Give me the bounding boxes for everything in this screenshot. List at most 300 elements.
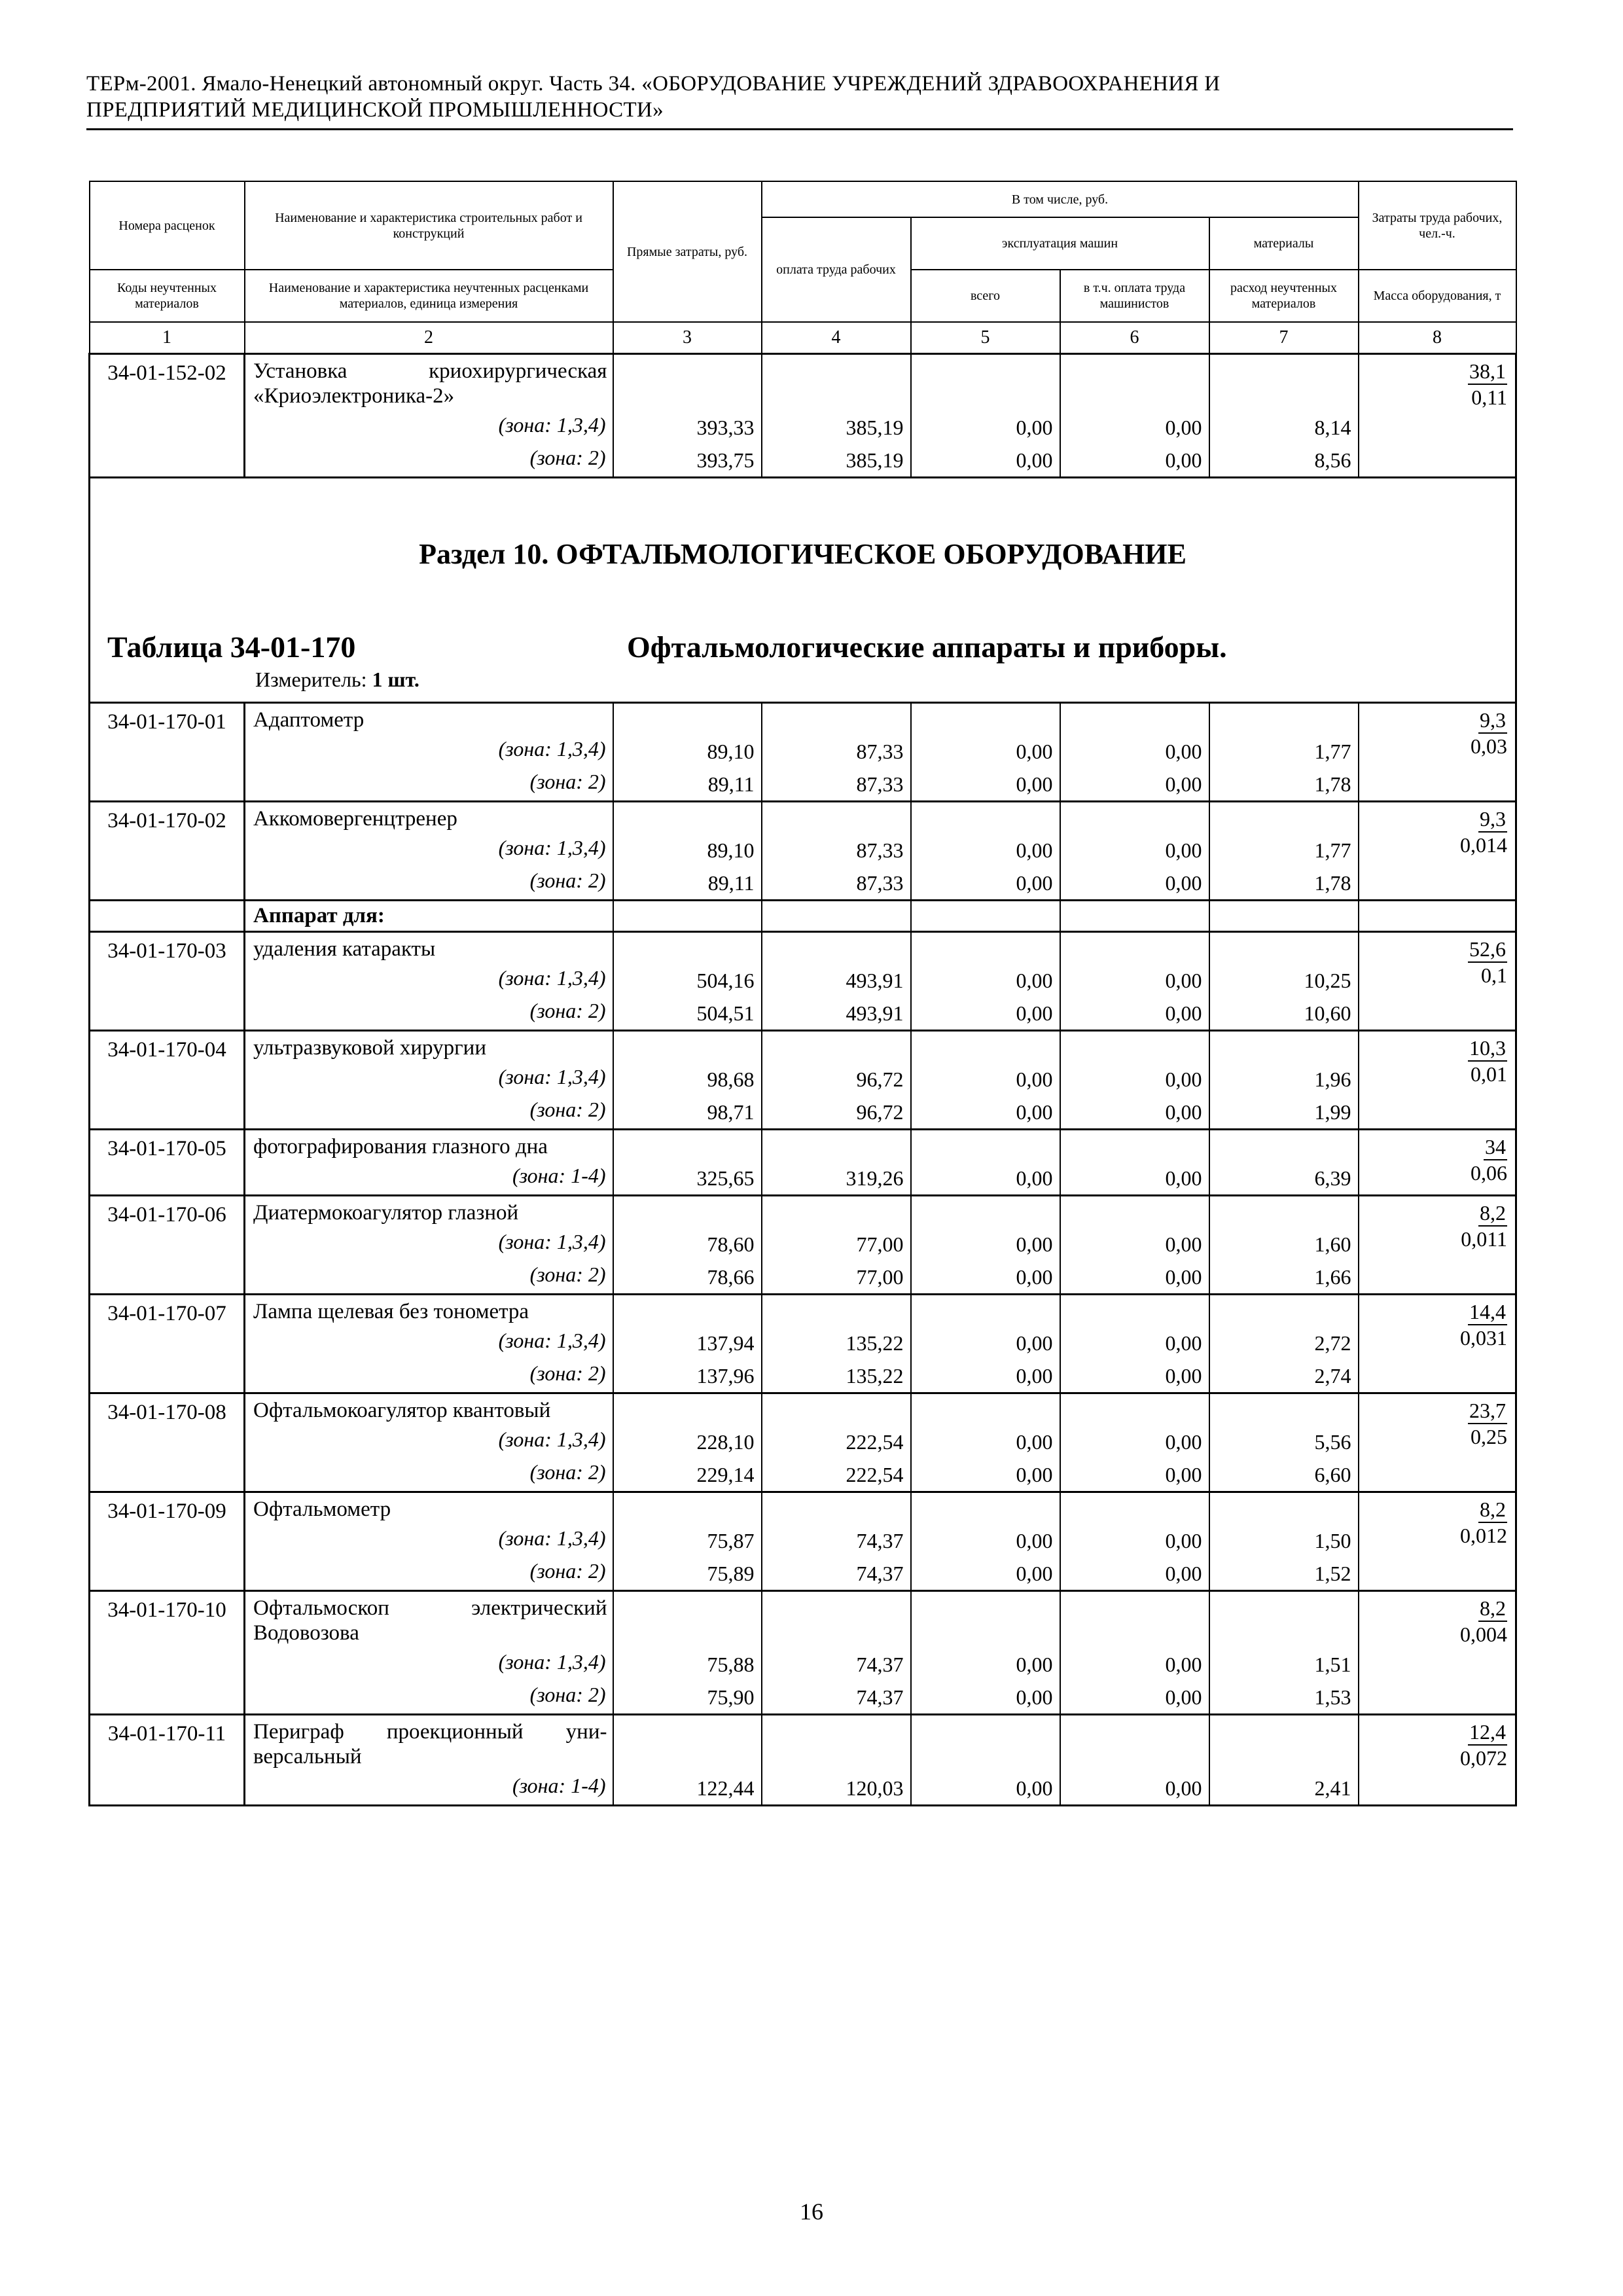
direct-cost-cell [613,703,762,802]
spacer [912,1031,1060,1063]
zone-list [245,961,613,1027]
spacer [1061,1394,1209,1426]
worker-wages: 96,72 [856,1100,904,1124]
spacer [912,1592,1060,1648]
spacer [1061,1592,1209,1648]
spacer [912,704,1060,735]
col4-header: оплата труда рабочих [762,217,911,322]
labor-mass-fraction [1359,1130,1516,1196]
rate-code: 34-01-170-01 [90,703,245,802]
labor-hours: 14,4 [1468,1299,1507,1325]
labor-mass-fraction [1359,932,1516,1031]
zone-label: (зона: 1,3,4) [498,413,606,437]
direct-cost: 325,65 [696,1166,755,1190]
zone-label: (зона: 2) [529,869,606,892]
worker-wages: 385,19 [846,448,904,472]
direct-cost: 393,33 [696,416,755,439]
direct-cost-cell [613,1196,762,1295]
machinist-wages: 0,00 [1165,772,1202,796]
spacer [1061,1031,1209,1063]
direct-cost: 89,11 [707,871,755,895]
rate-code: 34-01-170-09 [90,1492,245,1591]
spacer [614,1592,761,1648]
spacer [1210,704,1358,735]
worker-wages: 319,26 [846,1166,904,1190]
group-empty [1209,901,1359,932]
machinist-wages: 0,00 [1165,838,1202,862]
page-header [86,71,1513,130]
materials-cost: 1,51 [1314,1653,1351,1676]
direct-cost: 229,14 [696,1463,755,1486]
machine-cost-cell [911,802,1060,901]
spacer [1210,933,1358,964]
materials-cost: 2,41 [1314,1776,1351,1800]
machinist-wages: 0,00 [1165,448,1202,472]
spacer [614,1130,761,1162]
direct-cost-cell [613,1130,762,1196]
rate-name-cell [245,1492,613,1591]
labor-mass-fraction [1359,703,1516,802]
equipment-mass: 0,11 [1471,386,1507,409]
machine-cost: 0,00 [1016,1001,1053,1025]
direct-cost: 75,89 [707,1562,755,1585]
direct-cost: 137,94 [696,1331,755,1355]
col5-header: всего [911,270,1060,322]
machinist-wages: 0,00 [1165,1685,1202,1709]
rate-name: ультразвуковой хирургии [253,1036,486,1060]
machinist-wages: 0,00 [1165,416,1202,439]
col8-top-header: Затраты труда рабочих, чел.-ч. [1359,181,1516,270]
zone-label: (зона: 2) [529,1559,606,1583]
materials-cost: 1,78 [1314,871,1351,895]
machinist-wages: 0,00 [1165,969,1202,992]
worker-wages: 222,54 [846,1463,904,1486]
direct-cost-cell [613,1031,762,1130]
materials-cost: 1,77 [1314,740,1351,763]
zone-label: (зона: 1,3,4) [498,1065,606,1088]
machinist-wages: 0,00 [1165,1430,1202,1454]
zone-label: (зона: 1,3,4) [498,1427,606,1451]
machine-cost: 0,00 [1016,969,1053,992]
materials-cost: 1,77 [1314,838,1351,862]
spacer [912,1196,1060,1228]
direct-cost-cell [613,932,762,1031]
zone-label: (зона: 1,3,4) [498,1230,606,1253]
worker-wages: 77,00 [856,1265,904,1289]
machine-cost: 0,00 [1016,772,1053,796]
zone-list [245,1645,613,1711]
materials-cost-cell [1209,703,1359,802]
direct-cost-cell [613,354,762,478]
worker-wages-cell [762,802,911,901]
rate-code: 34-01-170-02 [90,802,245,901]
spacer [912,802,1060,834]
col3-header: Прямые затраты, руб. [613,181,762,322]
group-empty [1060,901,1209,932]
machinist-wages: 0,00 [1165,1331,1202,1355]
spacer [614,933,761,964]
group-empty [1359,901,1516,932]
rate-name: Аккомовергенцтренер [253,807,457,831]
rate-code: 34-01-170-11 [90,1715,245,1806]
materials-cost: 6,39 [1314,1166,1351,1190]
labor-hours: 23,7 [1468,1398,1507,1424]
rate-code: 34-01-152-02 [90,354,245,478]
group-empty [613,901,762,932]
labor-hours: 34 [1484,1134,1507,1160]
worker-wages: 493,91 [846,1001,904,1025]
worker-wages: 74,37 [856,1562,904,1585]
zone-label: (зона: 1-4) [512,1774,606,1797]
spacer [1061,355,1209,411]
rate-code: 34-01-170-08 [90,1393,245,1492]
worker-wages-cell [762,1393,911,1492]
materials-cost: 1,99 [1314,1100,1351,1124]
group-empty [762,901,911,932]
worker-wages-cell [762,1031,911,1130]
direct-cost: 78,60 [707,1232,755,1256]
labor-mass-fraction [1359,1393,1516,1492]
materials-cost-cell [1209,1591,1359,1715]
machines-header: эксплуатация машин [911,217,1209,270]
rate-name-cell [245,1591,613,1715]
materials-cost-cell [1209,932,1359,1031]
machine-cost: 0,00 [1016,1685,1053,1709]
labor-mass-fraction [1359,1031,1516,1130]
machinist-wages: 0,00 [1165,1166,1202,1190]
equipment-mass: 0,03 [1471,734,1507,758]
equipment-mass: 0,01 [1471,1062,1507,1086]
machinist-wages: 0,00 [1165,1265,1202,1289]
zone-list [245,732,613,798]
machine-cost-cell [911,932,1060,1031]
materials-cost: 1,78 [1314,772,1351,796]
spacer [1210,1394,1358,1426]
machinist-wages: 0,00 [1165,1232,1202,1256]
labor-mass-fraction [1359,1492,1516,1591]
rate-name-cell [245,1130,613,1196]
spacer [1210,355,1358,411]
rate-name-cell [245,1196,613,1295]
zone-list [245,1159,613,1192]
header-line-2: ПРЕДПРИЯТИЙ МЕДИЦИНСКОЙ ПРОМЫШЛЕННОСТИ» [86,98,664,122]
materials-cost-cell [1209,1393,1359,1492]
spacer [1210,1295,1358,1327]
worker-wages: 74,37 [856,1685,904,1709]
machine-cost-cell [911,1492,1060,1591]
spacer [1061,1130,1209,1162]
zone-label: (зона: 1,3,4) [498,1650,606,1674]
spacer [614,802,761,834]
worker-wages-cell [762,1715,911,1806]
worker-wages: 87,33 [856,838,904,862]
spacer [614,1031,761,1063]
rate-name: Офтальмометр [253,1498,391,1521]
direct-cost-cell [613,1492,762,1591]
col8-bottom-header: Масса оборудования, т [1359,270,1516,322]
machinist-wages-cell [1060,354,1209,478]
rates-table [88,181,1517,1806]
materials-cost: 8,14 [1314,416,1351,439]
zone-list [245,1324,613,1390]
machinist-wages: 0,00 [1165,1529,1202,1552]
machinist-wages-cell [1060,1715,1209,1806]
direct-cost: 89,11 [707,772,755,796]
equipment-mass: 0,25 [1471,1425,1507,1448]
machinist-wages: 0,00 [1165,1776,1202,1800]
rate-name-cell [245,1295,613,1393]
zone-label: (зона: 2) [529,1263,606,1286]
materials-cost: 6,60 [1314,1463,1351,1486]
col6-header: в т.ч. оплата труда машинистов [1060,270,1209,322]
direct-cost-cell [613,1295,762,1393]
equipment-mass: 0,012 [1460,1524,1507,1547]
direct-cost: 75,87 [707,1529,755,1552]
machinist-wages-cell [1060,1031,1209,1130]
group-label: Аппарат для: [245,901,613,932]
zone-list [245,1423,613,1488]
rate-name: Диатермокоагулятор глазной [253,1201,519,1225]
worker-wages: 96,72 [856,1067,904,1091]
spacer [912,1715,1060,1772]
zone-label: (зона: 1,3,4) [498,1329,606,1352]
worker-wages: 87,33 [856,871,904,895]
machine-cost: 0,00 [1016,448,1053,472]
spacer [762,802,910,834]
spacer [1061,933,1209,964]
materials-cost-cell [1209,1715,1359,1806]
machine-cost-cell [911,1130,1060,1196]
materials-cost: 10,60 [1304,1001,1351,1025]
labor-hours: 38,1 [1468,359,1507,385]
equipment-mass: 0,072 [1460,1746,1507,1770]
machine-cost-cell [911,703,1060,802]
col1-top-header: Номера расценок [90,181,245,270]
spacer [762,1715,910,1772]
materials-cost: 1,53 [1314,1685,1351,1709]
direct-cost: 393,75 [696,448,755,472]
materials-cost-cell [1209,354,1359,478]
direct-cost: 228,10 [696,1430,755,1454]
direct-cost: 504,16 [696,969,755,992]
spacer [912,1295,1060,1327]
spacer [1210,1031,1358,1063]
group-empty [90,901,245,932]
spacer [1210,1493,1358,1524]
rate-name: Периграф проекционный уни-версальный [253,1720,607,1768]
zone-list [245,1225,613,1291]
labor-mass-fraction [1359,1196,1516,1295]
machine-cost: 0,00 [1016,838,1053,862]
spacer [912,933,1060,964]
column-number: 8 [1359,322,1516,354]
machine-cost-cell [911,354,1060,478]
zone-list [245,831,613,897]
machine-cost: 0,00 [1016,1529,1053,1552]
col1-bottom-header: Коды неучтенных материалов [90,270,245,322]
zone-label: (зона: 2) [529,999,606,1022]
machinist-wages: 0,00 [1165,1653,1202,1676]
rate-code: 34-01-170-06 [90,1196,245,1295]
worker-wages: 87,33 [856,772,904,796]
direct-cost-cell [613,1591,762,1715]
table-row [90,1196,1516,1295]
rate-name: Установка криохирургическая «Криоэлектроника-2» [253,359,607,408]
equipment-mass: 0,031 [1460,1326,1507,1350]
spacer [614,1196,761,1228]
rate-name-cell [245,703,613,802]
zone-list [245,1060,613,1126]
rate-code: 34-01-170-10 [90,1591,245,1715]
machine-cost: 0,00 [1016,416,1053,439]
column-number: 2 [245,322,613,354]
zone-label: (зона: 1,3,4) [498,1526,606,1550]
spacer [614,704,761,735]
labor-hours: 8,2 [1478,1596,1507,1622]
worker-wages-cell [762,932,911,1031]
worker-wages-cell [762,1196,911,1295]
group-row [90,901,1516,932]
spacer [1061,802,1209,834]
zone-label: (зона: 2) [529,1361,606,1385]
rate-name: фотографирования глазного дна [253,1135,548,1158]
spacer [1210,1130,1358,1162]
direct-cost-cell [613,802,762,901]
machine-cost: 0,00 [1016,1364,1053,1388]
materials-cost: 1,52 [1314,1562,1351,1585]
zone-label: (зона: 1,3,4) [498,836,606,859]
machinist-wages: 0,00 [1165,1562,1202,1585]
spacer [1061,704,1209,735]
spacer [762,1394,910,1426]
rate-name-cell [245,1031,613,1130]
rate-name-cell [245,1715,613,1806]
spacer [1061,1295,1209,1327]
machine-cost-cell [911,1031,1060,1130]
spacer [762,1196,910,1228]
table-row [90,1393,1516,1492]
machine-cost: 0,00 [1016,1430,1053,1454]
labor-mass-fraction [1359,1295,1516,1393]
machine-cost: 0,00 [1016,1100,1053,1124]
materials-cost: 1,96 [1314,1067,1351,1091]
zone-label: (зона: 1,3,4) [498,737,606,761]
machinist-wages: 0,00 [1165,1001,1202,1025]
machinist-wages-cell [1060,1492,1209,1591]
spacer [1210,1592,1358,1648]
column-number: 4 [762,322,911,354]
spacer [1210,802,1358,834]
materials-cost-cell [1209,1196,1359,1295]
labor-hours: 10,3 [1468,1035,1507,1062]
measure-unit [255,668,419,692]
labor-hours: 8,2 [1478,1497,1507,1523]
spacer [912,355,1060,411]
machine-cost: 0,00 [1016,1463,1053,1486]
column-number: 7 [1209,322,1359,354]
machine-cost: 0,00 [1016,1653,1053,1676]
worker-wages-cell [762,1130,911,1196]
table-row [90,1031,1516,1130]
zone-label: (зона: 2) [529,1098,606,1121]
materials-cost-cell [1209,1492,1359,1591]
machinist-wages: 0,00 [1165,1364,1202,1388]
spacer [1061,1715,1209,1772]
worker-wages: 385,19 [846,416,904,439]
worker-wages: 135,22 [846,1331,904,1355]
machinist-wages: 0,00 [1165,871,1202,895]
zone-label: (зона: 2) [529,770,606,793]
column-number: 5 [911,322,1060,354]
direct-cost: 122,44 [696,1776,755,1800]
machinist-wages: 0,00 [1165,1100,1202,1124]
worker-wages: 74,37 [856,1653,904,1676]
worker-wages: 77,00 [856,1232,904,1256]
machinist-wages-cell [1060,1591,1209,1715]
machinist-wages-cell [1060,932,1209,1031]
direct-cost: 504,51 [696,1001,755,1025]
direct-cost: 98,68 [707,1067,755,1091]
rate-name-cell [245,1393,613,1492]
labor-hours: 9,3 [1478,806,1507,833]
direct-cost: 75,88 [707,1653,755,1676]
spacer [1210,1196,1358,1228]
table-row [90,1130,1516,1196]
materials-cost: 2,74 [1314,1364,1351,1388]
direct-cost: 89,10 [707,838,755,862]
table-row [90,802,1516,901]
worker-wages: 120,03 [846,1776,904,1800]
spacer [762,933,910,964]
spacer [1210,1715,1358,1772]
materials-cost-cell [1209,1295,1359,1393]
machine-cost: 0,00 [1016,1232,1053,1256]
spacer [614,1493,761,1524]
header-line-1: ТЕРм-2001. Ямало-Ненецкий автономный округ. Часть 34. «ОБОРУДОВАНИЕ УЧРЕЖДЕНИЙ ЗДРАВООХРАНЕНИЯ И [86,72,1221,96]
direct-cost: 75,90 [707,1685,755,1709]
section-cell [90,478,1516,703]
spacer [1061,1493,1209,1524]
table-title-block [90,630,1515,702]
machinist-wages-cell [1060,802,1209,901]
machine-cost: 0,00 [1016,1166,1053,1190]
zone-label: (зона: 2) [529,1460,606,1484]
measure-value: 1 шт. [372,668,419,691]
rate-name: Адаптометр [253,708,365,732]
direct-cost: 137,96 [696,1364,755,1388]
rate-code: 34-01-170-04 [90,1031,245,1130]
worker-wages-cell [762,1591,911,1715]
machine-cost: 0,00 [1016,1067,1053,1091]
labor-hours: 8,2 [1478,1200,1507,1227]
worker-wages: 87,33 [856,740,904,763]
table-row [90,1591,1516,1715]
materials-cost: 5,56 [1314,1430,1351,1454]
spacer [762,1592,910,1648]
machine-cost: 0,00 [1016,871,1053,895]
table-row [90,703,1516,802]
machine-cost: 0,00 [1016,1776,1053,1800]
table-name: Офтальмологические аппараты и приборы. [627,630,1227,664]
column-number: 1 [90,322,245,354]
spacer [762,1031,910,1063]
materials-cost-cell [1209,802,1359,901]
direct-cost-cell [613,1715,762,1806]
spacer [762,1295,910,1327]
equipment-mass: 0,1 [1481,963,1507,987]
worker-wages-cell [762,703,911,802]
machinist-wages: 0,00 [1165,1067,1202,1091]
